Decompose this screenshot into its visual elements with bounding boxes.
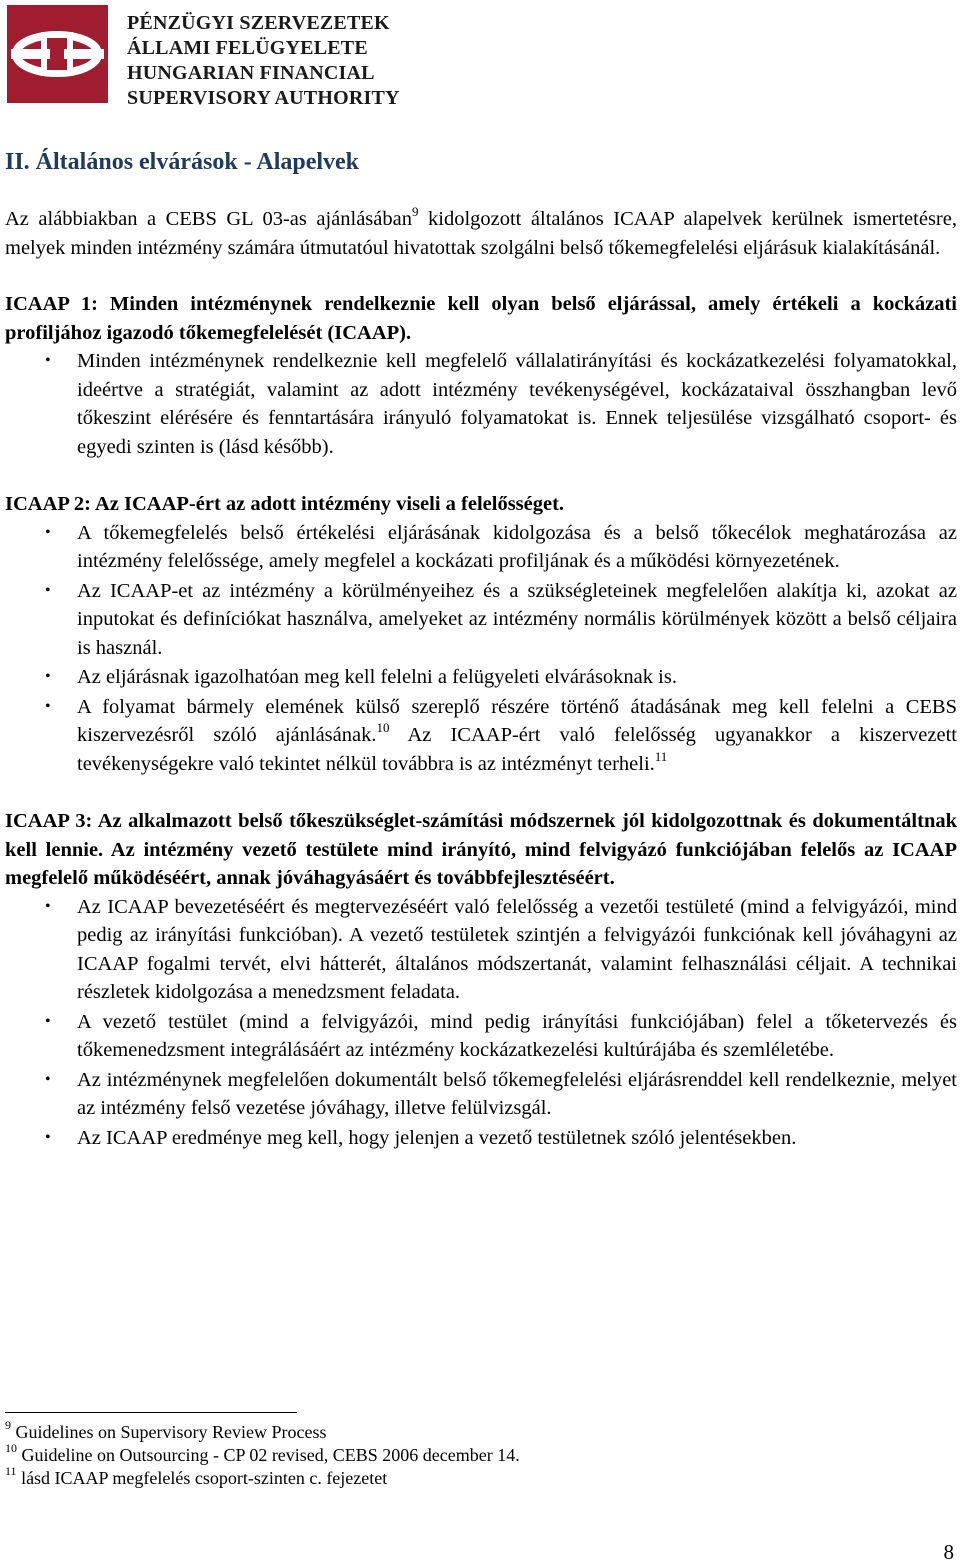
list-item [5,693,957,779]
principle-2-title: ICAAP 2: Az ICAAP-ért az adott intézmény viseli a felelősséget. [5,493,565,515]
psztf-logo [7,5,108,103]
intro-text-before: Az alábbiakban a CEBS GL 03-as ajánlásában [5,208,412,230]
org-name-line-1: PÉNZÜGYI SZERVEZETEK [127,12,390,34]
org-name-line-4: SUPERVISORY AUTHORITY [127,87,400,109]
principle-1-list [5,347,957,461]
list-item [5,1066,957,1123]
footnote-text: Guidelines on Supervisory Review Process [11,1422,327,1442]
footnote-ref-11[interactable]: 11 [654,748,668,764]
list-item-text: Az ICAAP bevezetéséért és megtervezéséért való felelősség a vezetői testületé (mind a felvigyázói, mind pedig az irányítási funkcióban). A vezető testületek szintjén a felvigyázói funkciónak kell jóváhagyni az ICAAP fogalmi tervét, elvi hátterét, általános módszertanát, valamint felhasználási céljait. A technikai részletek kidolgozása a menedzsment feladata. [77,895,957,1003]
bullet-icon: • [45,523,51,541]
section-title: II. Általános elvárások - Alapelvek [5,149,360,175]
list-item-text: A vezető testület (mind a felvigyázói, mind pedig irányítási funkciójában) felel a tőketervezés és tőkemenedzsment integrálásáért az intézmény kockázatkezelési kultúrájába és szemléletébe. [77,1010,957,1061]
footnote-number: 11 [5,1464,17,1478]
list-item [5,893,957,1007]
list-item-text: Minden intézménynek rendelkeznie kell megfelelő vállalatirányítási és kockázatkezelési folyamatokkal, ideértve a stratégiát, valamint az adott intézmény tevékenységével, kockázataival összhangban levő tőkeszint elérésére és fenntartására irányuló folyamatokat is. Ennek teljesülése vizsgálható csoport- és egyedi szinten is (lásd később). [77,350,957,458]
bullet-icon: • [45,1128,51,1146]
list-item-text: Az ICAAP-et az intézmény a körülményeihez és a szükségleteinek megfelelően alakítja ki, azokat az inputokat és definíciókat használva, amelyeket az intézmény normális körülmények között a belső céljaira is használ. [77,579,957,659]
list-item-text-part-2: Az ICAAP-ért való felelősség ugyanakkor a kiszervezett tevékenységekre való tekintet nélkül továbbra is az intézményt terheli. [77,724,957,775]
list-item [5,1008,957,1065]
bullet-icon: • [45,581,51,599]
list-item [5,1124,957,1153]
document-body [5,147,957,1153]
list-item [5,663,957,692]
bullet-icon: • [45,668,51,685]
footnote-text: Guideline on Outsourcing - CP 02 revised, CEBS 2006 december 14. [17,1445,520,1465]
list-item-text-part-1: A folyamat bármely elemének külső szereplő részére történő átadásának meg kell felelni a CEBS kiszervezésről szóló ajánlásának. [77,695,957,746]
header [7,5,427,109]
bullet-icon: • [45,697,51,715]
bullet-icon: • [45,1012,51,1030]
principle-2-list [5,519,957,779]
list-item [5,347,957,461]
organization-name [127,11,400,111]
org-name-line-3: HUNGARIAN FINANCIAL [127,62,375,84]
footnote-number: 10 [5,1441,17,1455]
principle-3-title: ICAAP 3: Az alkalmazott belső tőkeszükséglet-számítási módszernek jól kidolgozottnak és dokumentáltnak kell lennie. Az intézmény vezető testülete mind irányító, mind felvigyázó funkciójában felelős az ICAAP megfelelő működéséért, annak jóváhagyásáért és továbbfejlesztéséért. [5,810,957,889]
footnote-11 [5,1464,905,1490]
list-item-text: Az intézménynek megfelelően dokumentált belső tőkemegfelelési eljárásrenddel kell rendelkeznie, melyet az intézmény felső vezetése jóváhagy, illetve felülvizsgál. [77,1068,957,1119]
footnote-10 [5,1441,905,1467]
list-item [5,577,957,663]
footnote-ref-10[interactable]: 10 [376,720,390,736]
list-item [5,519,957,576]
page-number: 8 [943,1540,954,1564]
intro-paragraph [5,205,957,262]
bullet-icon: • [45,897,51,915]
footnote-ref-9[interactable]: 9 [411,204,419,220]
bullet-icon: • [45,1070,51,1088]
org-name-line-2: ÁLLAMI FELÜGYELETE [127,37,368,59]
footnote-separator [5,1412,297,1413]
footnote-number: 9 [5,1418,11,1432]
footnote-text: lásd ICAAP megfelelés csoport-szinten c. fejezetet [16,1468,388,1488]
principle-3-list [5,893,957,1153]
footnotes [5,1412,905,1490]
list-item-text: A tőkemegfelelés belső értékelési eljárásának kidolgozása és a belső tőkecélok meghatározása az intézmény felelőssége, amely megfelel a kockázati profiljának és a működési környezetének. [77,521,957,572]
footnote-9 [5,1418,905,1444]
bullet-icon: • [45,352,51,369]
intro-text-after: kidolgozott általános ICAAP alapelvek kerülnek ismertetésre, melyek minden intézmény számára útmutatóul hivatottak szolgálni belső tőkemegfelelési eljárásuk kialakításánál. [5,208,957,259]
list-item-text: Az ICAAP eredménye meg kell, hogy jelenjen a vezető testületnek szóló jelentésekben. [77,1126,797,1149]
principle-1-title: ICAAP 1: Minden intézménynek rendelkeznie kell olyan belső eljárással, amely értékeli a kockázati profiljához igazodó tőkemegfelelését (ICAAP). [5,293,957,344]
logo-emblem-icon [7,5,108,103]
list-item-text: Az eljárásnak igazolhatóan meg kell felelni a felügyeleti elvárásoknak is. [77,666,677,688]
